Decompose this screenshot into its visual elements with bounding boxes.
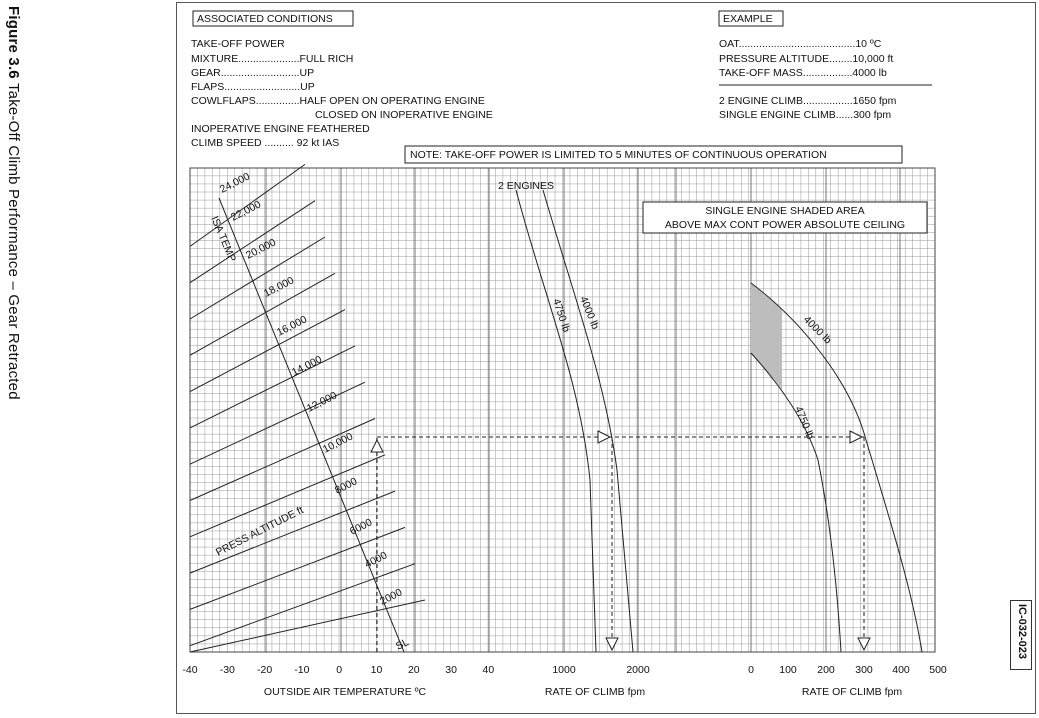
single-climb-tick-label: 200 — [817, 664, 835, 676]
temperature-tick-label: 40 — [482, 664, 495, 676]
example-arrow — [850, 431, 862, 443]
condition-line: FLAPS..........................UP — [191, 81, 315, 93]
altitude-label: 8000 — [332, 475, 360, 497]
altitude-label: 18,000 — [261, 274, 296, 300]
single-climb-axis-title: RATE OF CLIMB fpm — [801, 686, 903, 698]
chart-curves — [190, 164, 922, 652]
single-climb-tick-label: 300 — [855, 664, 873, 676]
condition-line: CLOSED ON INOPERATIVE ENGINE — [315, 109, 493, 121]
altitude-line — [190, 600, 425, 652]
example-result: SINGLE ENGINE CLIMB......300 fpm — [719, 109, 892, 121]
temperature-tick-label: 10 — [370, 664, 383, 676]
altitude-label: 12,000 — [304, 389, 339, 415]
shaded-note-line: ABOVE MAX CONT POWER ABSOLUTE CEILING — [664, 219, 906, 231]
altitude-label: 16,000 — [274, 313, 309, 339]
condition-line: CLIMB SPEED .......... 92 kt IAS — [191, 137, 340, 149]
conditions-heading: ASSOCIATED CONDITIONS — [197, 13, 333, 25]
twin-weight-label: 4750 lb — [550, 297, 573, 334]
altitude-label: 4000 — [362, 549, 390, 571]
note-text: NOTE: TAKE-OFF POWER IS LIMITED TO 5 MINUTES OF CONTINUOUS OPERATION — [410, 149, 827, 161]
chart-labels — [182, 170, 947, 676]
isa-temp-label: ISA TEMP — [208, 214, 239, 264]
altitude-label: 24,000 — [217, 170, 252, 196]
single-climb-tick-label: 0 — [748, 664, 754, 676]
condition-line: GEAR...........................UP — [191, 67, 315, 79]
single-weight-label: 4000 lb — [800, 313, 834, 347]
figure-number: Figure 3.6 — [5, 6, 22, 79]
condition-line: TAKE-OFF POWER — [191, 38, 285, 50]
example-line: TAKE-OFF MASS.................4000 lb — [719, 67, 887, 79]
altitude-line — [190, 346, 355, 428]
temperature-tick-label: 30 — [445, 664, 457, 676]
temperature-tick-label: -20 — [257, 664, 273, 676]
reference-code: IC-032-023 — [1016, 604, 1028, 660]
shaded-note-line: SINGLE ENGINE SHADED AREA — [705, 205, 865, 217]
two-engines-header: 2 ENGINES — [497, 180, 555, 192]
shaded-area — [751, 283, 782, 390]
temperature-tick-label: -40 — [182, 664, 198, 676]
twin-weight-label: 4000 lb — [577, 294, 602, 332]
altitude-label: 6000 — [347, 516, 375, 538]
altitude-label: 22,000 — [228, 198, 263, 224]
single-engine-shaded-area — [751, 283, 782, 390]
temperature-tick-label: -10 — [294, 664, 310, 676]
temperature-tick-label: -30 — [219, 664, 235, 676]
single-climb-tick-label: 500 — [929, 664, 947, 676]
condition-line: INOPERATIVE ENGINE FEATHERED — [191, 123, 370, 135]
altitude-label: 14,000 — [289, 353, 324, 379]
twin-climb-tick-label: 2000 — [626, 664, 650, 676]
altitude-label: 20,000 — [243, 236, 278, 262]
twin-climb-axis-title: RATE OF CLIMB fpm — [544, 686, 646, 698]
example-arrow — [598, 431, 610, 443]
press-altitude-label: PRESS ALTITUDE ft — [213, 504, 306, 559]
twin-climb-curve-4750 — [516, 190, 596, 652]
example-arrow — [371, 440, 383, 452]
temperature-tick-label: 0 — [336, 664, 343, 676]
single-climb-curve-4750 — [751, 353, 841, 652]
altitude-line — [190, 310, 345, 392]
altitude-line — [190, 273, 335, 355]
altitude-label: SL — [393, 636, 411, 653]
altitude-label: 10,000 — [320, 430, 355, 456]
temperature-tick-label: 20 — [407, 664, 420, 676]
single-climb-tick-label: 100 — [779, 664, 797, 676]
example-heading: EXAMPLE — [723, 13, 773, 25]
example-line: PRESSURE ALTITUDE........10,000 ft — [719, 53, 894, 65]
condition-line: MIXTURE.....................FULL RICH — [191, 53, 354, 65]
twin-climb-curve-4000 — [543, 190, 633, 652]
altitude-label: 2000 — [377, 586, 405, 608]
temperature-axis-title: OUTSIDE AIR TEMPERATURE ºC — [263, 686, 427, 698]
example-result: 2 ENGINE CLIMB.................1650 fpm — [719, 95, 897, 107]
chart-grid — [190, 168, 935, 652]
twin-climb-tick-label: 1000 — [552, 664, 576, 676]
single-weight-label: 4750 lb — [792, 404, 817, 442]
single-climb-tick-label: 400 — [892, 664, 910, 676]
figure-title: Take-Off Climb Performance – Gear Retracted — [5, 82, 22, 400]
example-line: OAT........................................10 ºC — [719, 38, 882, 50]
condition-line: COWLFLAPS...............HALF OPEN ON OPERATING ENGINE — [191, 95, 485, 107]
